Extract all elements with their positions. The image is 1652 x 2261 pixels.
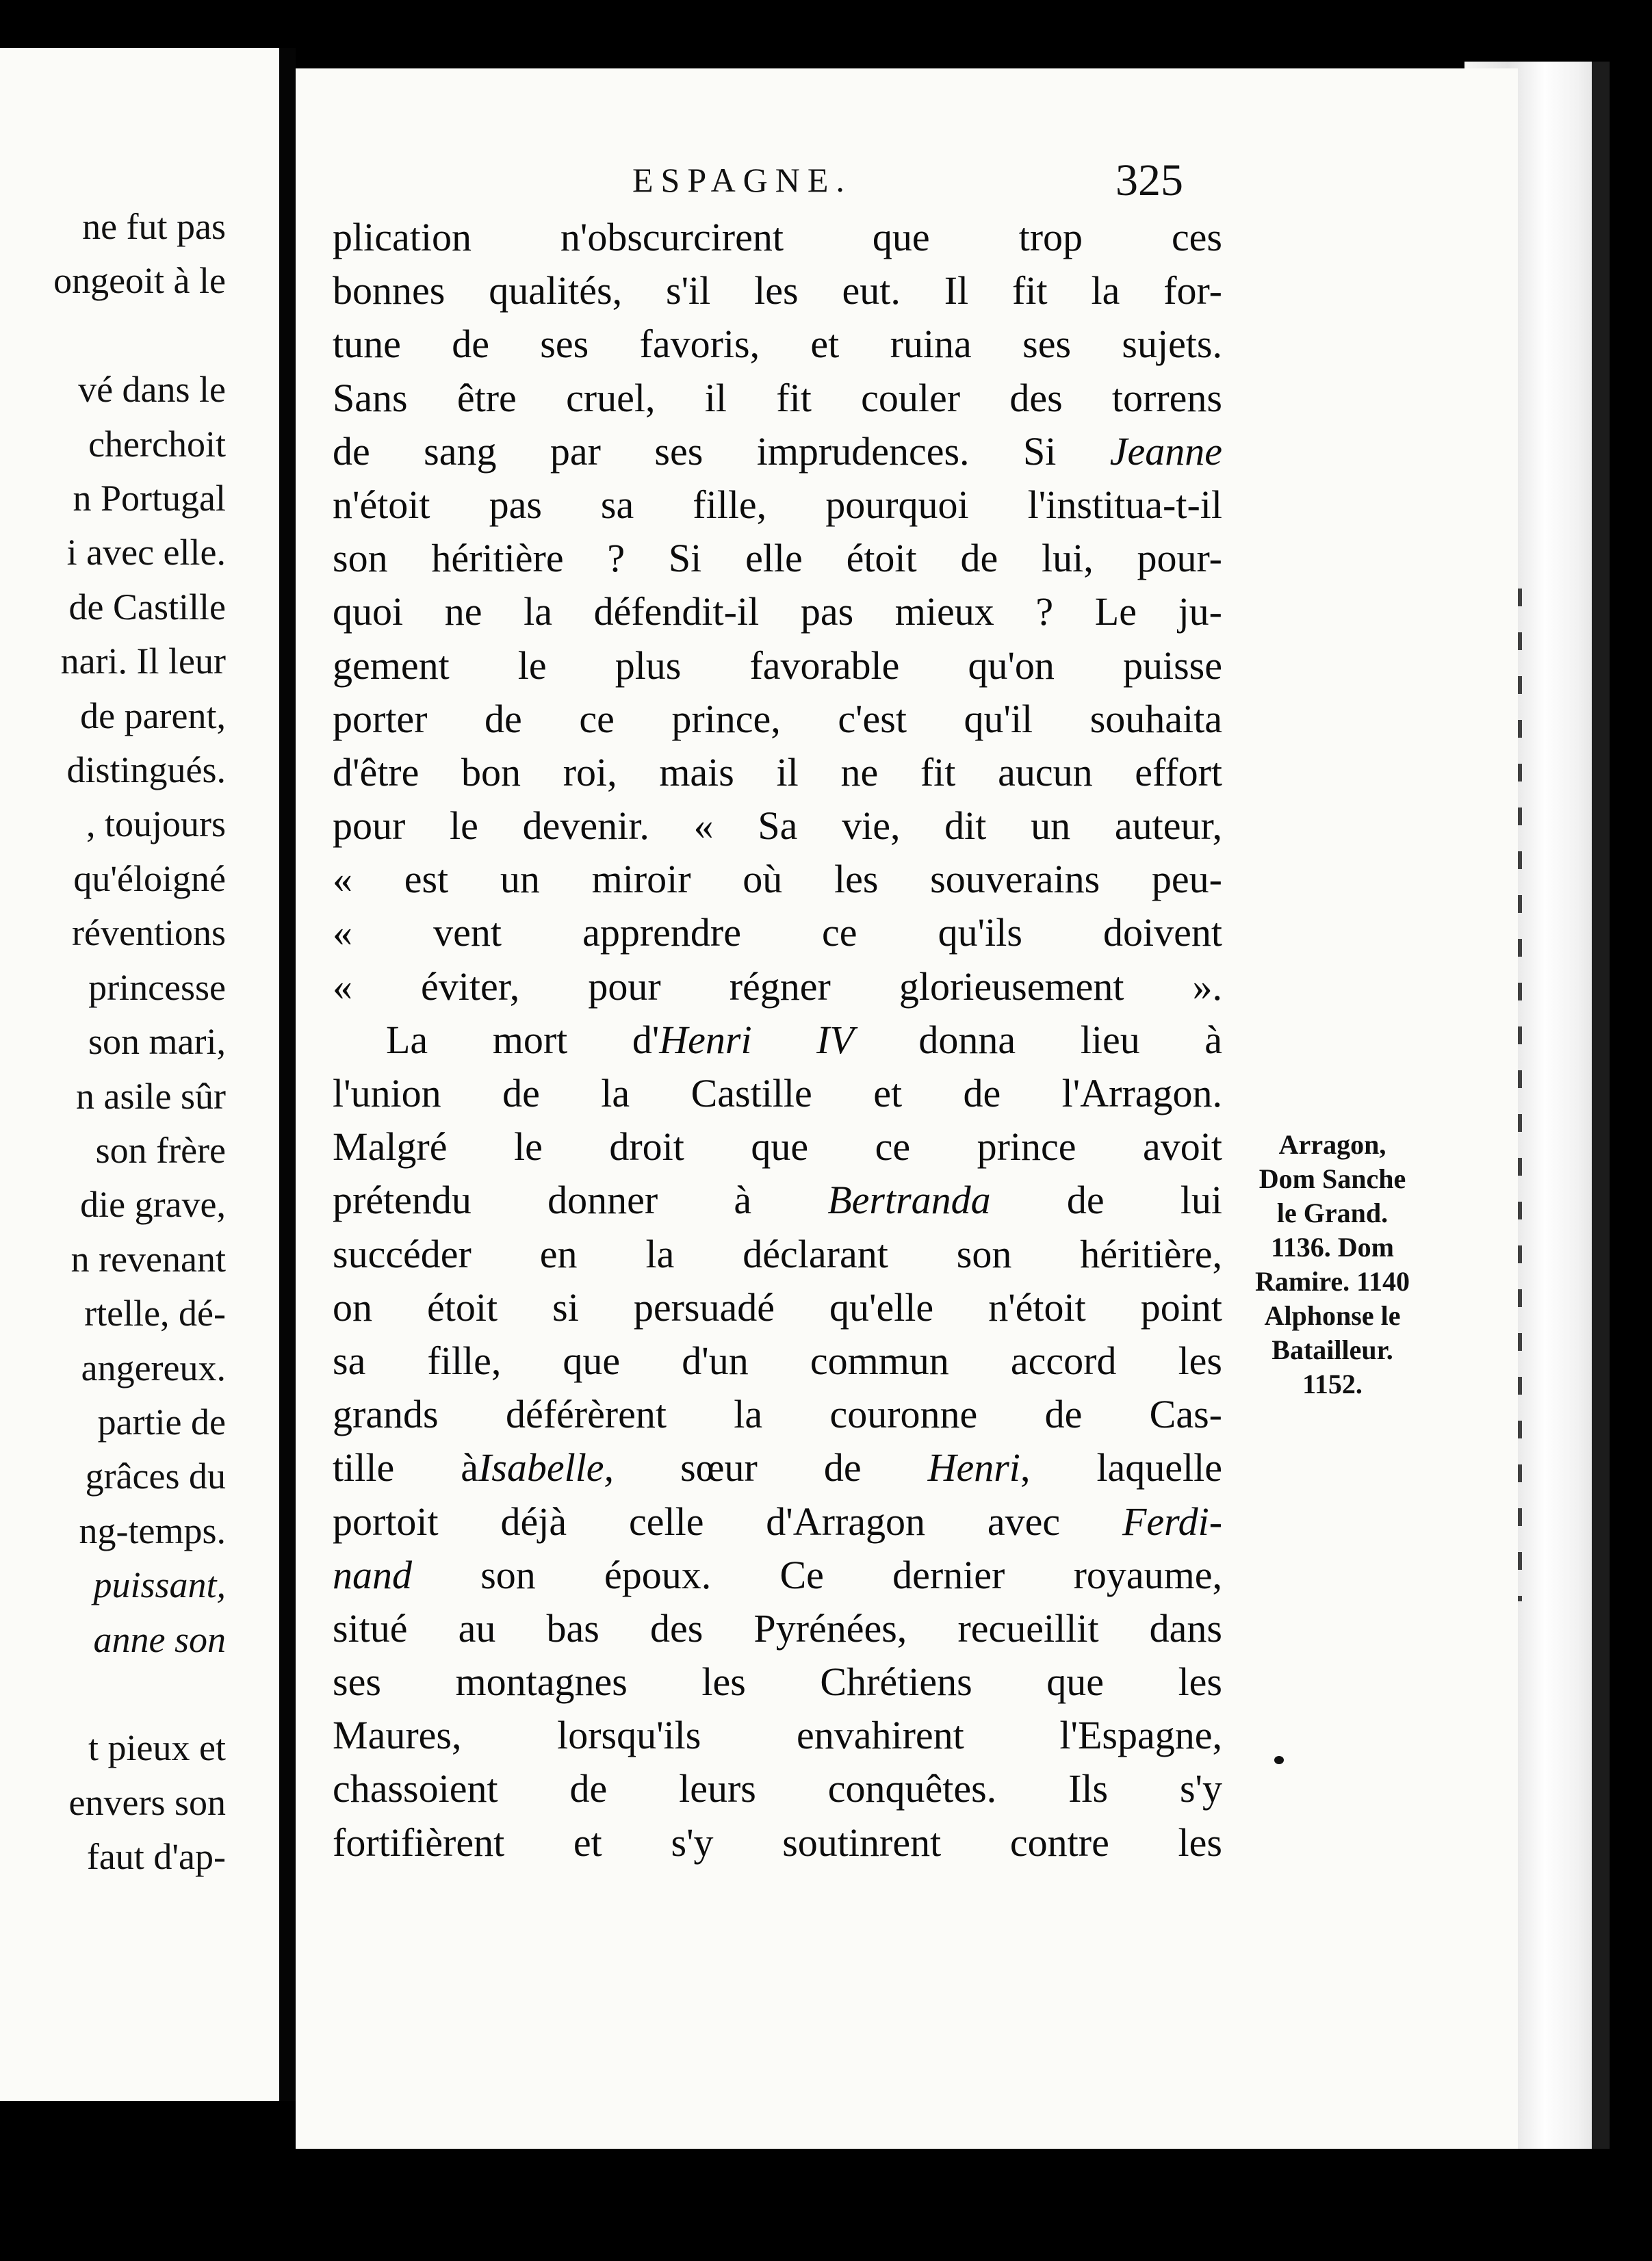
left-line: cherchoit xyxy=(88,423,226,465)
text-line: d'être bon roi, mais il ne fit aucun effort xyxy=(333,749,1222,794)
italic-name: Henri IV xyxy=(659,1017,854,1062)
left-line: , toujours xyxy=(86,803,226,845)
left-line: rtelle, dé- xyxy=(84,1293,226,1334)
text-line: on étoit si persuadé qu'elle n'étoit point xyxy=(333,1284,1222,1330)
left-line xyxy=(53,1613,226,1667)
italic-name: Bertranda xyxy=(827,1178,991,1223)
text-line: « est un miroir où les souverains peu- xyxy=(333,857,1222,902)
text-line: quoi ne la défendit-il pas mieux ? Le ju- xyxy=(333,589,1222,634)
text-segment: de sang par ses imprudences. Si xyxy=(333,428,1057,474)
text-line: porter de ce prince, c'est qu'il souhaita xyxy=(333,696,1222,741)
left-line: n asile sûr xyxy=(76,1075,226,1117)
margin-note xyxy=(1226,1128,1438,1401)
text-line xyxy=(333,1549,1222,1602)
italic-name: Jeanne xyxy=(1109,428,1222,474)
left-line: envers son xyxy=(68,1781,226,1823)
text-line xyxy=(333,1174,1222,1227)
left-line: vé dans le xyxy=(78,369,226,411)
text-segment: , laquelle xyxy=(1020,1445,1222,1490)
text-segment: La mort d' xyxy=(386,1017,660,1062)
text-line: bonnes qualités, s'il les eut. Il fit la for- xyxy=(333,268,1222,313)
margin-note-line: Arragon, xyxy=(1278,1129,1386,1160)
left-line xyxy=(53,1558,226,1612)
left-line: faut d'ap- xyxy=(86,1836,226,1878)
italic-name: Isabelle, xyxy=(478,1445,615,1490)
text-line: ses montagnes les Chrétiens que les xyxy=(333,1659,1222,1705)
right-page xyxy=(296,68,1518,2149)
italic-name: nand xyxy=(333,1552,412,1597)
left-line: son mari, xyxy=(88,1021,226,1063)
left-line: n revenant xyxy=(70,1238,226,1280)
page-header xyxy=(296,155,1199,216)
text-line: son héritière ? Si elle étoit de lui, pour- xyxy=(333,536,1222,581)
text-line xyxy=(333,1441,1222,1495)
text-line: Sans être cruel, il fit couler des torrens xyxy=(333,375,1222,420)
margin-note-line: 1152. xyxy=(1302,1369,1363,1399)
text-segment: son époux. Ce dernier royaume, xyxy=(412,1552,1222,1597)
margin-note-line: Dom Sanche xyxy=(1259,1163,1406,1194)
left-line xyxy=(53,1667,226,1721)
text-line: grands déférèrent la couronne de Cas- xyxy=(333,1392,1222,1437)
text-line xyxy=(333,1495,1222,1549)
text-line: plication n'obscurcirent que trop ces xyxy=(333,215,1222,259)
text-line: pour le devenir. « Sa vie, dit un auteur, xyxy=(333,803,1222,849)
page-edge-shadow xyxy=(1592,62,1610,2149)
margin-note-line: Alphonse le xyxy=(1264,1300,1401,1331)
margin-note-line: Ramire. 1140 xyxy=(1255,1266,1410,1297)
text-segment: portoit déjà celle d'Arragon avec xyxy=(333,1499,1061,1544)
left-page-text xyxy=(53,200,226,1885)
left-line-italic: anne son xyxy=(93,1618,226,1660)
left-line xyxy=(53,309,226,363)
text-line: fortifièrent et s'y soutinrent contre les xyxy=(333,1820,1222,1865)
left-line: qu'éloigné xyxy=(73,857,226,899)
text-segment: de lui xyxy=(990,1178,1222,1223)
text-segment: prétendu donner à xyxy=(333,1178,752,1223)
text-line: chassoient de leurs conquêtes. Ils s'y xyxy=(333,1766,1222,1811)
page-number: 325 xyxy=(1115,155,1183,205)
left-line: son frère xyxy=(95,1129,226,1171)
left-line: de parent, xyxy=(80,695,226,736)
left-line: partie de xyxy=(97,1401,226,1443)
text-line: succéder en la déclarant son héritière, xyxy=(333,1231,1222,1276)
text-line: « vent apprendre ce qu'ils doivent xyxy=(333,910,1222,955)
left-line-italic: puissant, xyxy=(93,1564,226,1606)
left-line: réventions xyxy=(72,912,226,954)
text-line: Maures, lorsqu'ils envahirent l'Espagne, xyxy=(333,1713,1222,1758)
text-line: Malgré le droit que ce prince avoit xyxy=(333,1124,1222,1170)
left-page xyxy=(0,48,279,2101)
ink-spot xyxy=(1274,1756,1284,1764)
left-line: n Portugal xyxy=(73,478,226,519)
margin-note-line: le Grand. xyxy=(1276,1198,1389,1228)
text-line: tune de ses favoris, et ruina ses sujets. xyxy=(333,322,1222,367)
text-line: l'union de la Castille et de l'Arragon. xyxy=(333,1071,1222,1115)
running-title: ESPAGNE. xyxy=(632,161,852,199)
left-line: angereux. xyxy=(81,1347,226,1388)
text-segment: sœur de xyxy=(614,1445,862,1490)
text-line xyxy=(333,425,1222,478)
margin-note-line: 1136. Dom xyxy=(1271,1232,1394,1263)
text-line: situé au bas des Pyrénées, recueillit dans xyxy=(333,1605,1222,1651)
italic-name: Ferdi- xyxy=(1122,1499,1222,1544)
italic-name: Henri xyxy=(927,1445,1020,1490)
text-segment: donna lieu à xyxy=(853,1017,1222,1062)
margin-note-line: Batailleur. xyxy=(1272,1334,1393,1365)
left-line: i avec elle. xyxy=(66,532,226,573)
left-line: t pieux et xyxy=(88,1727,226,1769)
left-line: die grave, xyxy=(80,1184,226,1226)
left-line: ne fut pas xyxy=(82,206,226,247)
text-segment: tille à xyxy=(333,1445,478,1490)
main-text xyxy=(333,211,1222,1870)
left-line: princesse xyxy=(88,966,226,1008)
left-line: grâces du xyxy=(85,1456,226,1497)
left-line: de Castille xyxy=(68,586,226,628)
text-line: n'étoit pas sa fille, pourquoi l'institua-t-il xyxy=(333,482,1222,527)
left-line: ongeoit à le xyxy=(53,260,226,302)
left-line: distingués. xyxy=(66,749,226,791)
text-line: gement le plus favorable qu'on puisse xyxy=(333,643,1222,688)
text-line xyxy=(333,1013,1222,1067)
book-gutter xyxy=(279,48,296,2101)
text-line: « éviter, pour régner glorieusement ». xyxy=(333,964,1222,1009)
left-line: ng-temps. xyxy=(79,1510,226,1551)
text-line: sa fille, que d'un commun accord les xyxy=(333,1338,1222,1383)
left-line: nari. Il leur xyxy=(60,641,226,682)
